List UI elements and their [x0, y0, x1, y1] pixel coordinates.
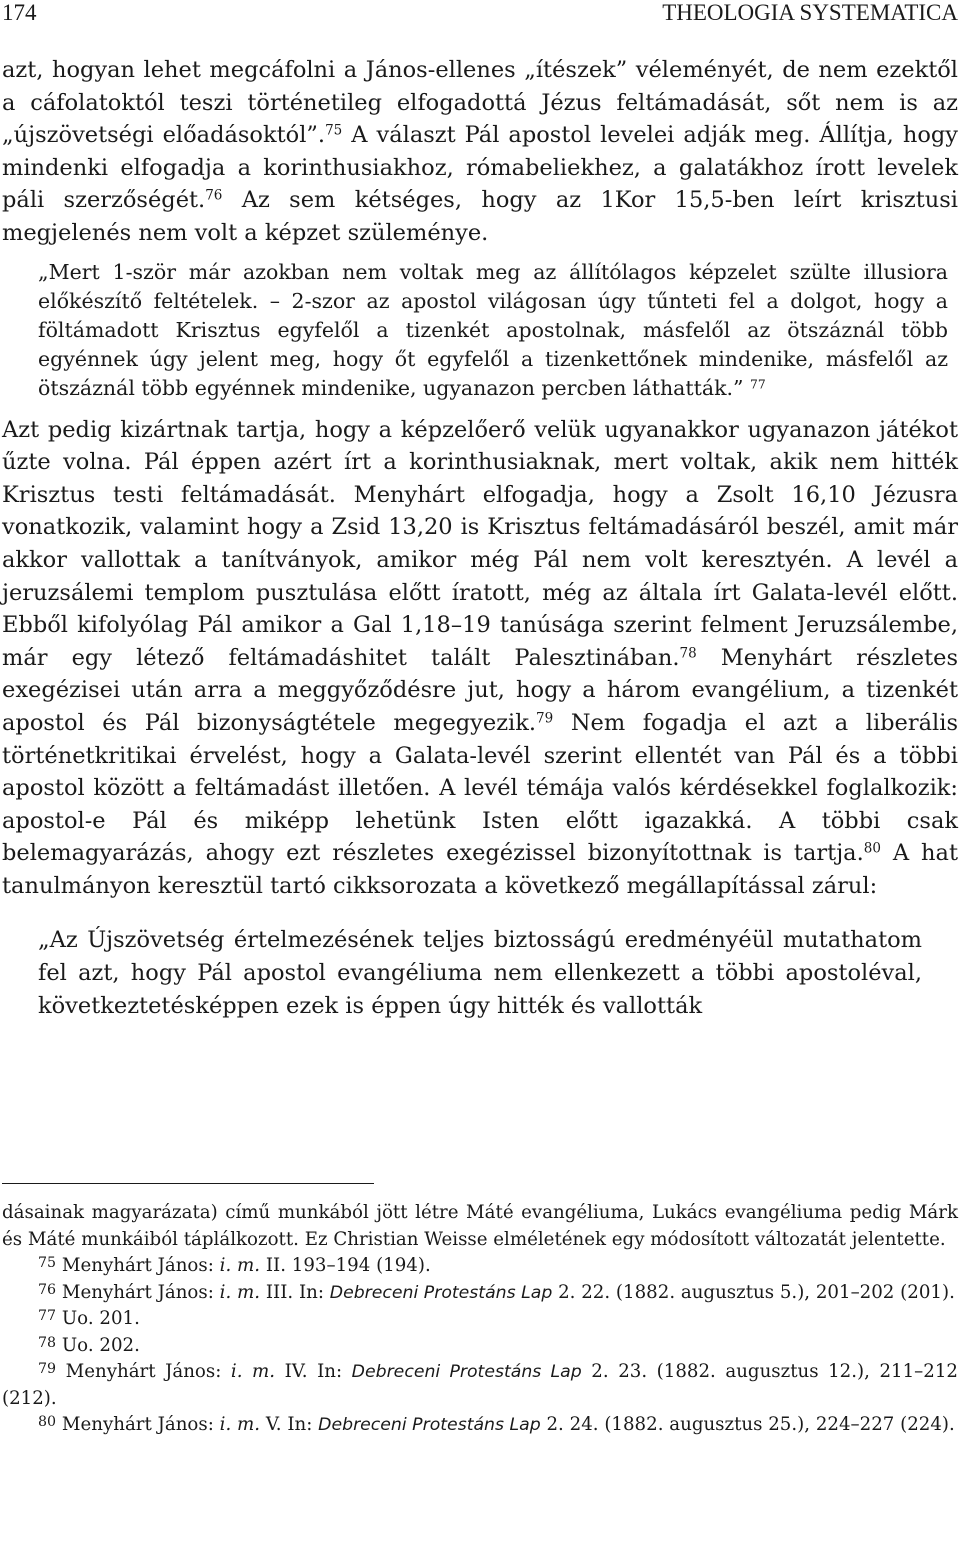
- footnote-number: 77: [38, 1307, 57, 1324]
- footnote-italic: i. m.: [230, 1361, 276, 1382]
- footnote-text: Menyhárt János:: [65, 1361, 231, 1382]
- paragraph-1: [2, 54, 958, 250]
- footnote-ref-80[interactable]: 80: [863, 840, 881, 857]
- footnote-text: V. In:: [260, 1414, 319, 1435]
- footnote-text: Uo. 201.: [61, 1308, 140, 1329]
- footnote-continuation: dásainak magyarázata) című munkából jött létre Máté evangéliuma, Lukács evangéliuma pedig Márk és Máté munkáiból táplálkozott. Ez Christian Weisse elméletének egy módosított változatát jelentette.: [2, 1202, 958, 1250]
- journal-title: Debreceni Protestáns Lap: [351, 1362, 582, 1382]
- footnote-ref-77[interactable]: 77: [750, 376, 766, 391]
- footnote-text: Uo. 202.: [61, 1334, 140, 1356]
- paragraph-text: Menyhárt részletes exegézisei után arra a meggyőződésre jut, hogy a három evangélium, a tizenkét apostol és Pál bizonyságtétele megegyezik.: [2, 644, 959, 736]
- page-header: [2, 0, 958, 30]
- footnote-ref-79[interactable]: 79: [536, 710, 554, 727]
- footnote-separator: [2, 1183, 374, 1184]
- page-number: 174: [2, 0, 37, 25]
- journal-title: Debreceni Protestáns Lap: [329, 1282, 553, 1303]
- footnote-text: 2. 24. (1882. augusztus 25.), 224–227 (224).: [540, 1414, 955, 1435]
- footnote-78: [2, 1333, 958, 1360]
- footnote-number: 78: [38, 1334, 57, 1351]
- block-quote-1: [2, 258, 958, 403]
- footnote-text: 2. 23. (1882. augusztus 12.), 211–212 (212).: [2, 1361, 958, 1409]
- footnote-77: [2, 1306, 958, 1333]
- paragraph-text: Az sem kétséges, hogy az 1Kor 15,5-ben leírt krisztusi megjelenés nem volt a képzet szüleménye.: [2, 187, 958, 246]
- footnote-text: IV. In:: [275, 1361, 352, 1382]
- journal-title: Debreceni Protestáns Lap: [318, 1415, 541, 1435]
- footnote-number: 80: [38, 1413, 57, 1430]
- footnote-ref-76[interactable]: 76: [205, 187, 223, 204]
- paragraph-text: azt, hogyan lehet megcáfolni a János-ellenes „ítészek” véleményét, de nem ezektől a cáfolatoktól teszi történetileg elfogadottá Jézus feltámadását, sőt nem is az „újszövetségi előadásoktól”.: [2, 57, 958, 149]
- footnote-79: [2, 1359, 958, 1412]
- paragraph-text: A hat tanulmányon keresztül tartó cikksorozata a következő megállapítással zárul:: [2, 840, 958, 899]
- footnotes: [2, 1200, 958, 1439]
- footnote-76: [2, 1280, 958, 1307]
- footnote-80: [2, 1412, 958, 1439]
- paragraph-text: A választ Pál apostol levelei adják meg. Állítja, hogy mindenki elfogadja a korinthusiakhoz, rómabeliekhez, a galatákhoz írott levelek páli szerzőségét.: [2, 122, 958, 214]
- footnote-ref-75[interactable]: 75: [325, 122, 343, 139]
- paragraph-text: Azt pedig kizártnak tartja, hogy a képzelőerő velük ugyanakkor ugyanazon játékot űzte volna. Pál éppen azért írt a korinthusiaknak, mert voltak, akik nem hitték Krisztus testi feltámadását. Menyhárt elfogadja, hogy a Zsolt 16,10 Jézusra vonatkozik, valamint hogy a Zsid 13,20 is Krisztus feltámadásáról beszél, amit már akkor vallottak a tanítványok, amikor még Pál nem volt keresztyén. A levél a jeruzsálemi templom pusztulása előtt íratott, még az általa írt Galata-levél előtt. Ebből kifolyólag Pál amikor a Gal 1,18–19 tanúsága szerint felment Jeruzsálembe, már egy létező feltámadáshitet talált Palesztinában.: [2, 416, 958, 671]
- footnote-text: Menyhárt János:: [61, 1255, 220, 1276]
- footnote-text: Menyhárt János:: [61, 1414, 220, 1435]
- footnote-text: 2. 22. (1882. augusztus 5.), 201–202 (201).: [552, 1281, 955, 1303]
- main-text: [2, 54, 958, 1022]
- footnote-number: 76: [38, 1281, 57, 1298]
- footnote-italic: i. m.: [219, 1281, 261, 1303]
- quote-text: „Mert 1-ször már azokban nem voltak meg az állítólagos képzelet szülte illusiora előkészítő feltételek. – 2-szor az apostol világosan úgy tűnteti fel a dolgot, hogy a föltámadott Krisztus egyfelől a tizenkét apostolnak, másfelől az ötszáznál több egyénnek úgy jelent meg, hogy őt egyfelől a tizenkettőnek mindenike, másfelől az ötszáznál több egyénnek mindenike, ugyanazon percben láthatták.”: [38, 259, 948, 400]
- footnote-75: [2, 1253, 958, 1280]
- footnote-text: Menyhárt János:: [61, 1281, 220, 1303]
- footnote-italic: i. m.: [219, 1414, 261, 1435]
- footnote-number: 79: [38, 1360, 57, 1377]
- footnote-text: III. In:: [260, 1281, 330, 1303]
- block-quote-2: „Az Újszövetség értelmezésének teljes biztosságú eredményéül mutathatom fel azt, hogy Pál apostol evangéliuma nem ellenkezett a többi apostoléval, következtetésképpen ezek is éppen úgy hitték és vallották: [38, 927, 922, 1019]
- footnote-number: 75: [38, 1254, 57, 1271]
- footnote-italic: i. m.: [219, 1255, 261, 1276]
- running-title: THEOLOGIA SYSTEMATICA: [662, 0, 958, 25]
- paragraph-text: Nem fogadja el azt a liberális történetkritikai érvelést, hogy a Galata-levél szerint ellentét van Pál és a többi apostol között a feltámadást illetően. A levél témája valós kérdésekkel foglalkozik: apostol-e Pál és miképp lehetünk Isten előtt igazakká. A többi csak belemagyarázás, ahogy ezt részletes exegézissel bizonyítottnak is tartja.: [2, 709, 958, 867]
- paragraph-2: [2, 414, 958, 903]
- footnote-ref-78[interactable]: 78: [679, 645, 697, 662]
- footnote-text: II. 193–194 (194).: [260, 1255, 431, 1276]
